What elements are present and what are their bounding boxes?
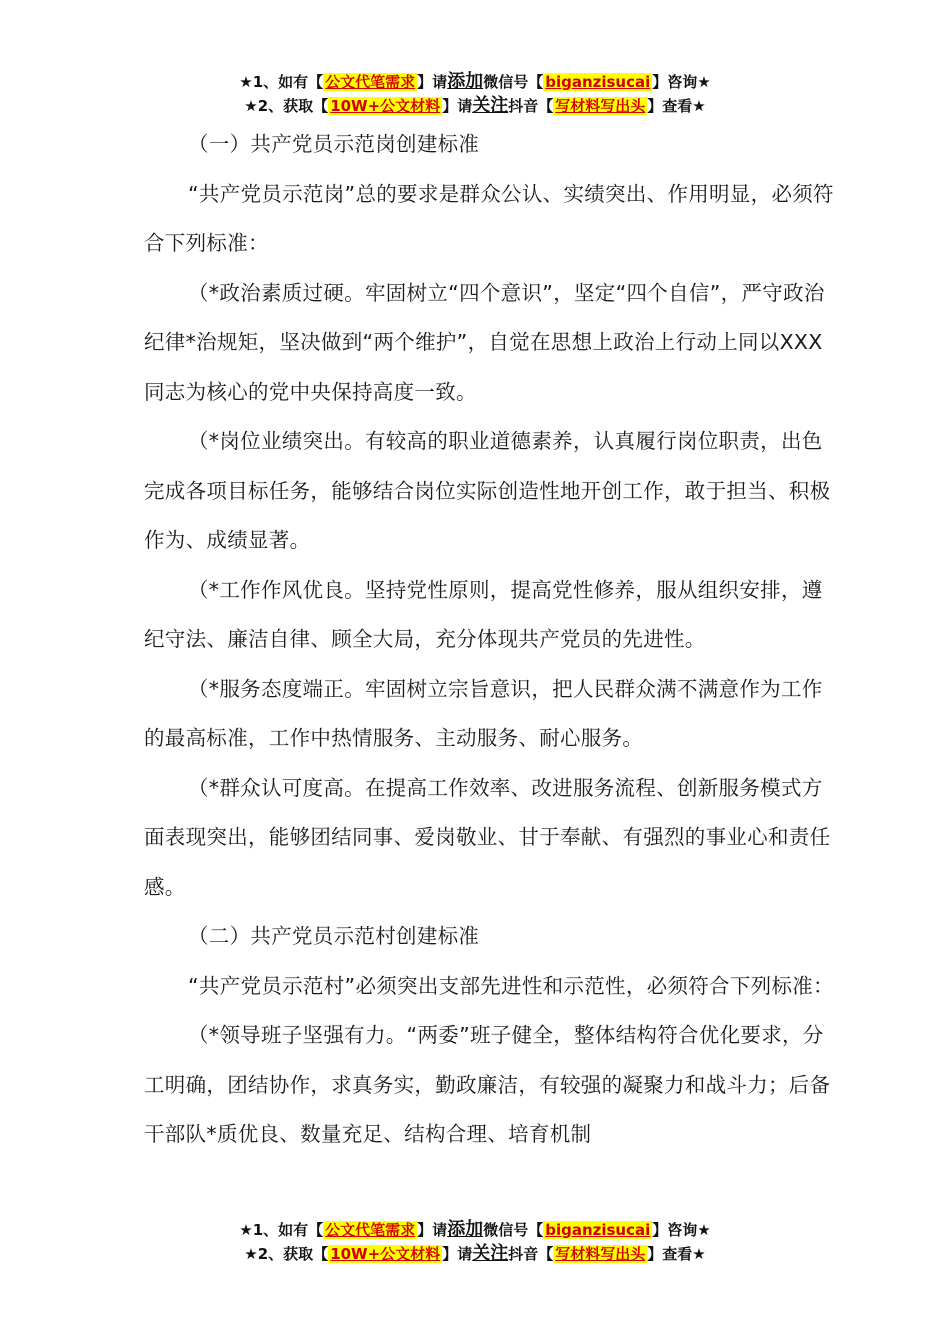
footer-text: 微信号【 <box>483 1221 544 1239</box>
header-banner <box>0 70 950 118</box>
section-heading: （一）共产党员示范岗创建标准 <box>188 132 480 156</box>
header-text: 】请 <box>442 97 473 115</box>
document-body <box>144 120 834 1160</box>
highlight-text: 公文代笔需求 <box>325 1221 416 1239</box>
header-text: ★2、获取【 <box>244 97 329 115</box>
highlight-text: 公文代笔需求 <box>325 73 416 91</box>
paragraph: “共产党员示范村”必须突出支部先进性和示范性，必须符合下列标准： <box>188 973 834 998</box>
paragraph: （*岗位业绩突出。有较高的职业道德素养，认真履行岗位职责，出色完成各项目标任务，能够结合岗位实际创造性地开创工作，敢于担当、积极作为、成绩显著。 <box>144 429 831 552</box>
paragraph: （*工作作风优良。坚持党性原则，提高党性修养，服从组织安排，遵纪守法、廉洁自律、顾全大局，充分体现共产党员的先进性。 <box>144 577 823 651</box>
section-heading: （二）共产党员示范村创建标准 <box>188 924 480 948</box>
footer-text: ★2、获取【 <box>244 1245 329 1263</box>
header-text: 微信号【 <box>483 73 544 91</box>
emphasis-text: 关注 <box>472 1243 509 1264</box>
highlight-text: 10W+公文材料 <box>330 97 441 115</box>
highlight-text: 10W+公文材料 <box>330 1245 441 1263</box>
header-text: 】请 <box>417 73 448 91</box>
wechat-id: biganzisucai <box>545 73 651 91</box>
footer-line-1 <box>0 1218 950 1242</box>
header-text: 抖音【 <box>508 97 554 115</box>
footer-text: 】请 <box>442 1245 473 1263</box>
emphasis-text: 关注 <box>472 95 509 116</box>
footer-text: 】咨询★ <box>652 1221 711 1239</box>
paragraph: （*群众认可度高。在提高工作效率、改进服务流程、创新服务模式方面表现突出，能够团结同事、爱岗敬业、甘于奉献、有强烈的事业心和责任感。 <box>144 775 831 899</box>
header-line-1 <box>0 70 950 94</box>
footer-banner <box>0 1218 950 1266</box>
footer-text: 】查看★ <box>647 1245 706 1263</box>
paragraph: （*服务态度端正。牢固树立宗旨意识，把人民群众满不满意作为工作的最高标准，工作中热情服务、主动服务、耐心服务。 <box>144 676 823 750</box>
paragraph: （*政治素质过硬。牢固树立“四个意识”，坚定“四个自信”，严守政治纪律*治规矩，坚决做到“两个维护”，自觉在思想上政治上行动上同以XXX同志为核心的党中央保持高度一致。 <box>144 280 825 404</box>
header-text: 】咨询★ <box>652 73 711 91</box>
header-text: ★1、如有【 <box>239 73 324 91</box>
header-line-2 <box>0 94 950 118</box>
emphasis-text: 添加 <box>447 1219 484 1240</box>
paragraph: “共产党员示范岗”总的要求是群众公认、实绩突出、作用明显，必须符合下列标准： <box>144 181 834 255</box>
footer-line-2 <box>0 1242 950 1266</box>
footer-text: 抖音【 <box>508 1245 554 1263</box>
douyin-account: 写材料写出头 <box>555 97 646 115</box>
footer-text: ★1、如有【 <box>239 1221 324 1239</box>
header-text: 】查看★ <box>647 97 706 115</box>
emphasis-text: 添加 <box>447 71 484 92</box>
douyin-account: 写材料写出头 <box>555 1245 646 1263</box>
paragraph: （*领导班子坚强有力。“两委”班子健全，整体结构符合优化要求，分工明确，团结协作，求真务实，勤政廉洁，有较强的凝聚力和战斗力；后备干部队*质优良、数量充足、结构合理、培育机制 <box>144 1023 831 1146</box>
footer-text: 】请 <box>417 1221 448 1239</box>
wechat-id: biganzisucai <box>545 1221 651 1239</box>
